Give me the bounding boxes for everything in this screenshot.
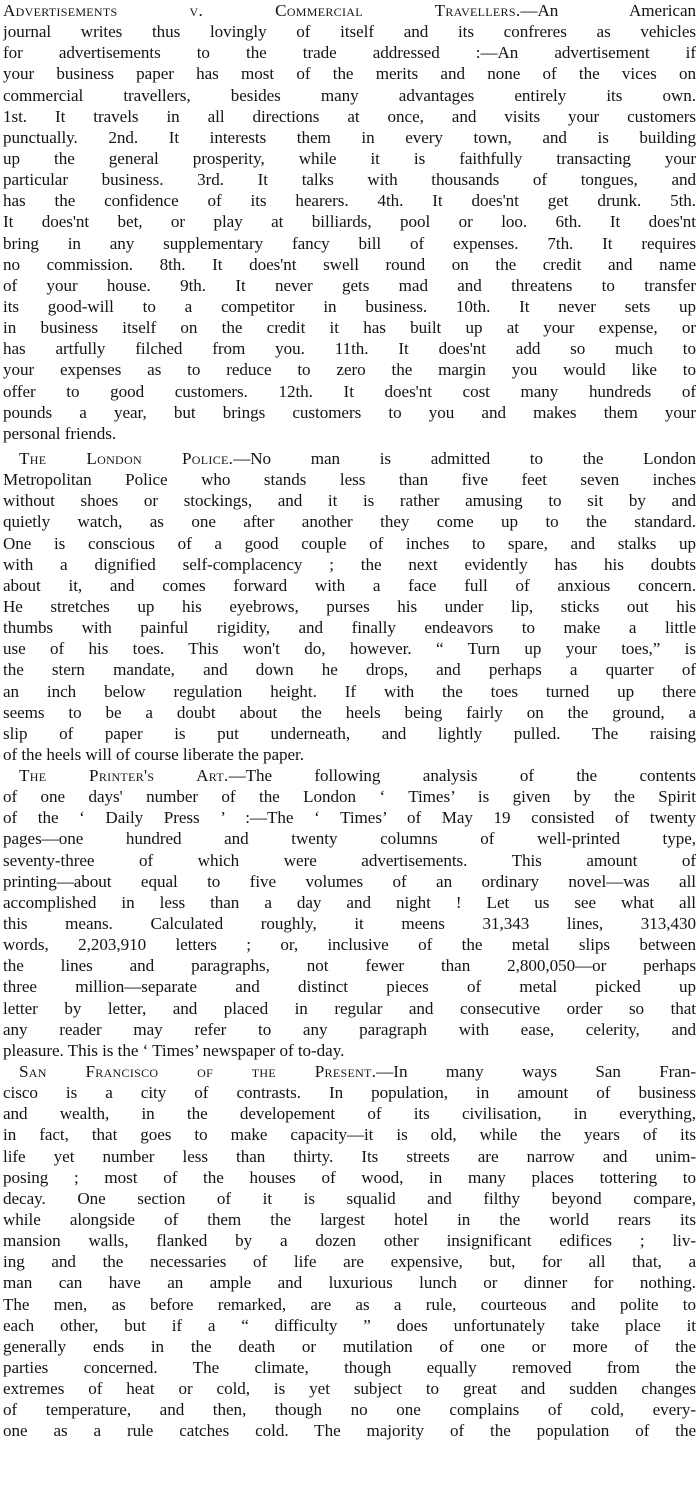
article-first-line — [3, 1061, 696, 1082]
article-first-line — [3, 448, 696, 469]
article-heading: The Printer's Art. — [19, 766, 229, 786]
text-line: —The following analysis of the contents — [228, 766, 696, 786]
text-line: this means. Calculated roughly, it meens 31,343 lines, 313,430 — [3, 914, 696, 934]
article-san-francisco — [3, 1061, 696, 1442]
text-line: accomplished in less than a day and night ! Let us see what all — [3, 892, 696, 912]
article-printers-art — [3, 765, 696, 1061]
text-line: quietly watch, as one after another they come up to the standard. — [3, 512, 696, 532]
text-line: about it, and comes forward with a face full of anxious concern. — [3, 575, 696, 595]
text-line: in fact, that goes to make capacity—it is old, while the years of its — [3, 1125, 696, 1145]
text-line: offer to good customers. 12th. It does'nt cost many hundreds of — [3, 381, 696, 401]
text-line: punctually. 2nd. It interests them in every town, and is building — [3, 127, 696, 147]
newspaper-column — [3, 0, 696, 1442]
text-line: of the ‘ Daily Press ’ :—The ‘ Times’ of May 19 consisted of twenty — [3, 808, 696, 828]
text-line: Metropolitan Police who stands less than five feet seven inches — [3, 470, 696, 490]
text-line: —No man is admitted to the London — [233, 448, 696, 468]
text-line: parties concerned. The climate, though equally removed from the — [3, 1358, 696, 1377]
text-line: of one days' number of the London ‘ Times’ is given by the Spirit — [3, 787, 696, 807]
text-line: seems to be a doubt about the heels being fairly on the ground, a — [3, 702, 696, 722]
article-advertisements — [3, 0, 696, 444]
text-line: of the heels will of course liberate the paper. — [3, 744, 304, 764]
text-line: life yet number less than thirty. Its streets are narrow and unim- — [3, 1146, 696, 1166]
text-line: pounds a year, but brings customers to you and makes them your — [3, 402, 696, 422]
text-line: up the general prosperity, while it is faithfully transacting your — [3, 148, 696, 168]
text-line: words, 2,203,910 letters ; or, inclusive of the metal slips between — [3, 935, 696, 955]
text-line: 1st. It travels in all directions at once, and visits your customers — [3, 106, 696, 126]
text-line: generally ends in the death or mutilation of one or more of the — [3, 1336, 696, 1356]
text-line: man can have an ample and luxurious lunch or dinner for nothing. — [3, 1273, 696, 1293]
text-line: letter by letter, and placed in regular and consecutive order so that — [3, 998, 696, 1018]
text-line: your expenses as to reduce to zero the margin you would like to — [3, 360, 696, 380]
text-line: an inch below regulation height. If with the toes turned up there — [3, 681, 696, 701]
text-line: mansion walls, flanked by a dozen other insignificant edifices ; liv- — [3, 1231, 696, 1251]
article-heading: Advertisements v. Commercial Travellers. — [3, 1, 521, 20]
text-line: printing—about equal to five volumes of an ordinary novel—was all — [3, 871, 696, 891]
text-line: slip of paper is put underneath, and lightly pulled. The raising — [3, 723, 696, 743]
text-line: He stretches up his eyebrows, purses his under lip, sticks out his — [3, 596, 696, 616]
text-line: in business itself on the credit it has built up at your expense, or — [3, 318, 696, 338]
text-line: the stern mandate, and down he drops, and perhaps a quarter of — [3, 660, 696, 680]
article-first-line — [3, 0, 696, 21]
text-line: its good-will to a competitor in business. 10th. It never sets up — [3, 296, 696, 316]
text-line: use of his toes. This won't do, however. “ Turn up your toes,” is — [3, 639, 696, 659]
text-line: The men, as before remarked, are as a rule, courteous and polite to — [3, 1294, 696, 1314]
text-line: ing and the necessaries of life are expensive, but, for all that, a — [3, 1252, 696, 1272]
text-line: pages—one hundred and twenty columns of well-printed type, — [3, 829, 696, 849]
text-line: for advertisements to the trade addressed :—An advertisement if — [3, 43, 696, 63]
text-line: extremes of heat or cold, is yet subject to great and sudden changes — [3, 1379, 696, 1399]
text-line: without shoes or stockings, and it is rather amusing to sit by and — [3, 491, 696, 511]
text-line: pleasure. This is the ‘ Times’ newspaper of to-day. — [3, 1040, 345, 1060]
article-heading: San Francisco of the Present. — [19, 1062, 377, 1082]
text-line: your business paper has most of the merits and none of the vices on — [3, 64, 696, 84]
text-line: —In many ways San Fran- — [376, 1062, 696, 1082]
text-line: commercial travellers, besides many advantages entirely its own. — [3, 85, 696, 105]
text-line: It does'nt bet, or play at billiards, pool or loo. 6th. It does'nt — [3, 212, 696, 232]
text-line: has the confidence of its hearers. 4th. It does'nt get drunk. 5th. — [3, 191, 696, 211]
text-line: —An American — [520, 1, 696, 20]
text-line: bring in any supplementary fancy bill of expenses. 7th. It requires — [3, 233, 696, 253]
text-line: of temperature, and then, though no one complains of cold, every- — [3, 1400, 696, 1420]
text-line: cisco is a city of contrasts. In population, in amount of business — [3, 1083, 696, 1103]
text-line: and wealth, in the developement of its civilisation, in everything, — [3, 1104, 696, 1124]
article-london-police — [3, 448, 696, 765]
text-line: with a dignified self-complacency ; the next evidently has his doubts — [3, 554, 696, 574]
text-line: of your house. 9th. It never gets mad and threatens to transfer — [3, 275, 696, 295]
text-line: each other, but if a “ difficulty ” does unfortunately take place it — [3, 1315, 696, 1335]
text-line: three million—separate and distinct pieces of metal picked up — [3, 977, 696, 997]
text-line: no commission. 8th. It does'nt swell round on the credit and name — [3, 254, 696, 274]
text-line: any reader may refer to any paragraph with ease, celerity, and — [3, 1019, 696, 1039]
text-line: one as a rule catches cold. The majority of the population of the — [3, 1421, 696, 1441]
text-line: posing ; most of the houses of wood, in many places tottering to — [3, 1167, 696, 1187]
text-line: journal writes thus lovingly of itself and its confreres as vehicles — [3, 22, 696, 42]
text-line: One is conscious of a good couple of inches to spare, and stalks up — [3, 533, 696, 553]
text-line: seventy-three of which were advertisements. This amount of — [3, 850, 696, 870]
article-heading: The London Police. — [19, 448, 234, 468]
text-line: personal friends. — [3, 423, 117, 443]
text-line: decay. One section of it is squalid and filthy beyond compare, — [3, 1188, 696, 1208]
text-line: while alongside of them the largest hotel in the world rears its — [3, 1210, 696, 1230]
text-line: thumbs with painful rigidity, and finally endeavors to make a little — [3, 618, 696, 638]
article-first-line — [3, 765, 696, 786]
text-line: has artfully filched from you. 11th. It does'nt add so much to — [3, 339, 696, 359]
text-line: particular business. 3rd. It talks with thousands of tongues, and — [3, 170, 696, 190]
text-line: the lines and paragraphs, not fewer than 2,800,050—or perhaps — [3, 956, 696, 976]
